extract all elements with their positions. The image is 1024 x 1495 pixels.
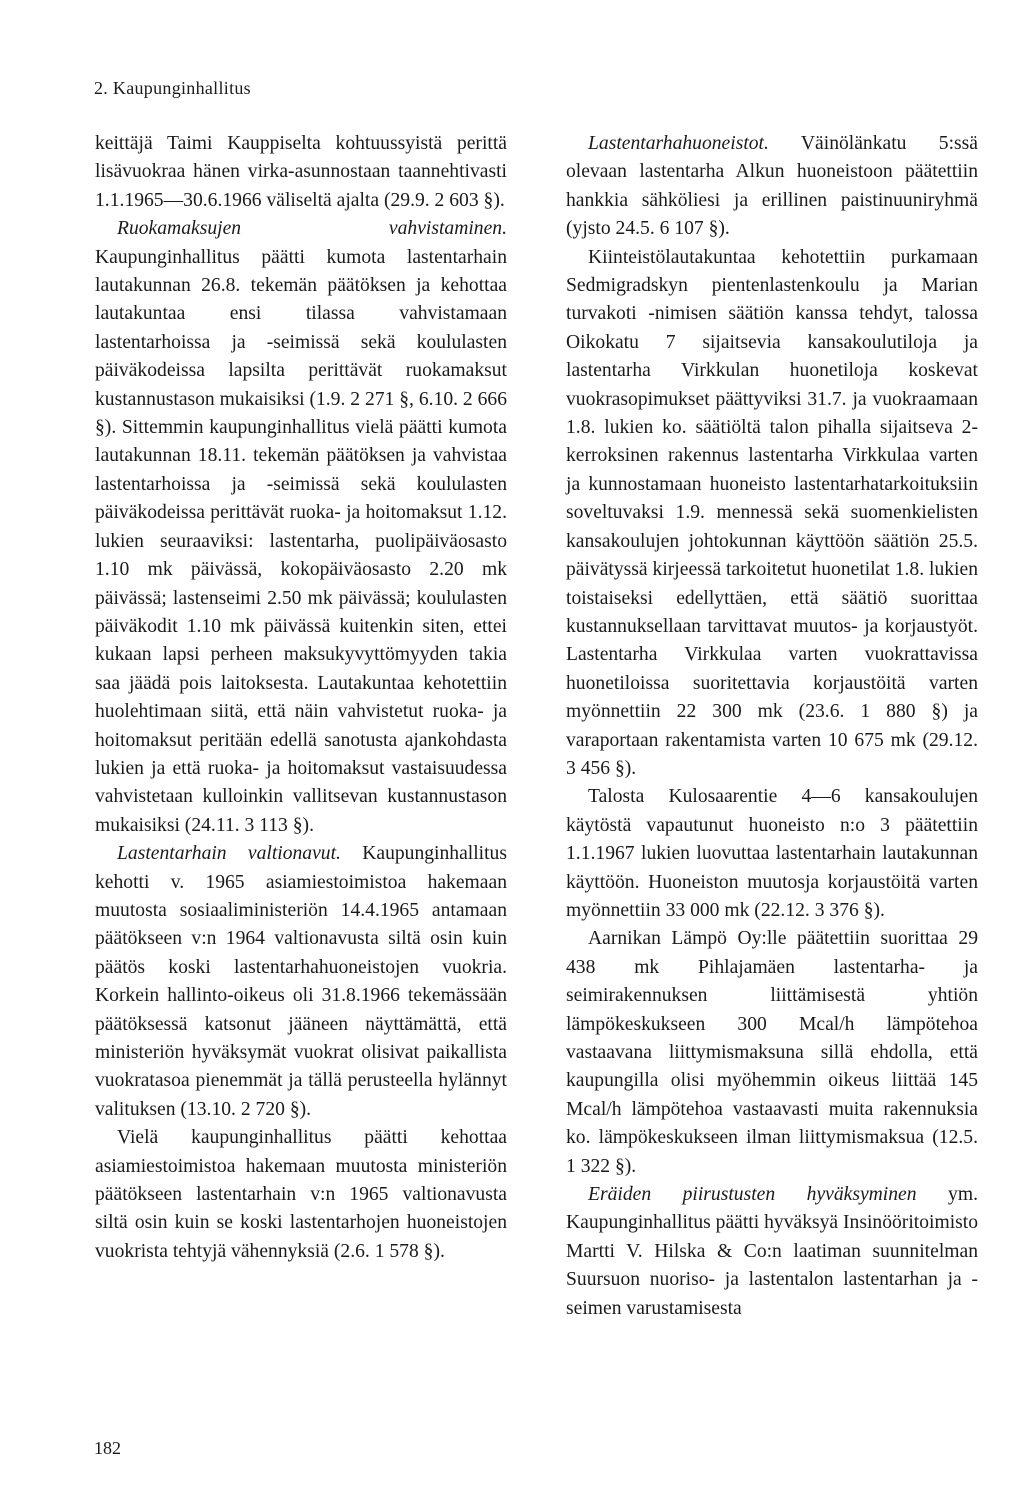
paragraph <box>566 244 978 784</box>
paragraph <box>566 925 978 1181</box>
paragraph-text: Talosta Kulosaarentie 4—6 kansakoulujen käytöstä vapautunut huoneisto n:o 3 päätettiin 1.1.1967 lukien luovuttaa lastentarhain lautakunnan käyttöön. Huoneiston muutosja korjaustöitä varten myönnettiin 33 000 mk (22.12. 3 376 §). <box>566 786 978 921</box>
paragraph-text: Väinölänkatu 5:ssä olevaan lastentarha Alkun huoneistoon päätettiin hankkia sähköliesi ja erillinen paistinuuniryhmä (yjsto 24.5. 6 107 §). <box>566 133 978 240</box>
paragraph <box>566 1181 978 1323</box>
section-heading: Lastentarhain valtionavut. <box>117 843 341 865</box>
left-column <box>95 130 507 1266</box>
running-head: 2. Kaupunginhallitus <box>94 78 251 98</box>
paragraph <box>566 130 978 244</box>
paragraph-text: keittäjä Taimi Kauppiselta kohtuussyistä perittä lisävuokraa hänen virka-asunnostaan taannehtivasti 1.1.1965—30.6.1966 väliseltä ajalta (29.9. 2 603 §). <box>95 133 507 211</box>
section-heading: Ruokamaksujen vahvistaminen. <box>117 218 507 240</box>
paragraph <box>95 1124 507 1266</box>
page-number: 182 <box>94 1438 121 1458</box>
paragraph-text: Kaupunginhallitus päätti kumota lastentarhain lautakunnan 26.8. tekemän päätöksen ja kehottaa lautakuntaa ensi tilassa vahvistamaan lastentarhoissa ja -seimissä sekä koululasten päiväkodeissa lapsilta perittävät ruokamaksut kustannustason mukaisiksi (1.9. 2 271 §, 6.10. 2 666 §). Sittemmin kaupunginhallitus vielä päätti kumota lautakunnan 18.11. tekemän päätöksen ja vahvistaa lastentarhoissa ja -seimissä sekä koululasten päiväkodeissa perittävät ruoka- ja hoitomaksut 1.12. lukien seuraaviksi: lastentarha, puolipäiväosasto 1.10 mk päivässä, kokopäiväosasto 2.20 mk päivässä; lastenseimi 2.50 mk päivässä; koululasten päiväkodit 1.10 mk päivässä kuitenkin siten, ettei kukaan lapsi perheen maksukyvyttömyyden takia saa jäädä pois laitoksesta. Lautakuntaa kehotettiin huolehtimaan siitä, että näin vahvistetut ruoka- ja hoitomaksut peritään edellä sanotusta ajankohdasta lukien ja että ruoka- ja hoitomaksut vastaisuudessa vahvistetaan kulloinkin vallitsevan kustannustason mukaisiksi (24.11. 3 113 §). <box>95 246 508 836</box>
section-heading: Eräiden piirustusten hyväksyminen <box>588 1184 917 1206</box>
paragraph-text: ym. Kaupunginhallitus päätti hyväksyä Insinööritoimisto Martti V. Hilska & Co:n laatiman suunnitelman Suursuon nuoriso- ja lastentalon lastentarhan ja -seimen varustamisesta <box>566 1184 978 1319</box>
paragraph <box>95 840 507 1124</box>
right-column <box>566 130 978 1323</box>
paragraph-text: Vielä kaupunginhallitus päätti kehottaa asiamiestoimistoa hakemaan muutosta ministeriön päätökseen lastentarhain v:n 1965 valtionavusta siltä osin kuin se koski lastentarhojen huoneistojen vuokrista tehtyjä vähennyksiä (2.6. 1 578 §). <box>95 1127 507 1262</box>
paragraph <box>95 130 507 215</box>
paragraph <box>95 215 507 840</box>
paragraph <box>566 783 978 925</box>
paragraph-text: Kiinteistölautakuntaa kehotettiin purkamaan Sedmigradskyn pientenlastenkoulu ja Marian turvakoti -nimisen säätiön kanssa tehdyt, talossa Oikokatu 7 sijaitsevia kansakoulutiloja ja lastentarha Virkkulan huonetiloja koskevat vuokrasopimukset päättyviksi 31.7. ja vuokraamaan 1.8. lukien ko. säätiöltä talon pihalla sijaitseva 2-kerroksinen rakennus lastentarha Virkkulaa varten ja kunnostamaan huoneisto lastentarhatarkoituksiin soveltuvaksi 1.9. mennessä sekä suomenkielisten kansakoulujen johtokunnan käyttöön säätiön 25.5. päivätyssä kirjeessä tarkoitetut huonetilat 1.8. lukien toistaiseksi edellyttäen, että säätiö suorittaa kustannuksellaan tarvittavat muutos- ja korjaustyöt. Lastentarha Virkkulaa varten vuokrattavissa huonetiloissa suoritettavia korjaustöitä varten myönnettiin 22 300 mk (23.6. 1 880 §) ja varaportaan rakentamista varten 10 675 mk (29.12. 3 456 §). <box>566 246 978 779</box>
section-heading: Lastentarhahuoneistot. <box>588 133 769 154</box>
paragraph-text: Kaupunginhallitus kehotti v. 1965 asiamiestoimistoa hakemaan muutosta sosiaaliministeriön 14.4.1965 antamaan päätökseen v:n 1964 valtionavusta siltä osin kuin päätös koski lastentarhahuoneistojen vuokria. Korkein hallinto-oikeus oli 31.8.1966 tekemässään päätöksessä katsonut jääneen näyttämättä, että ministeriön hyväksymät vuokrat olisivat paikallista vuokratasoa pienemmät ja tällä perusteella hylännyt valituksen (13.10. 2 720 §). <box>95 843 507 1120</box>
paragraph-text: Aarnikan Lämpö Oy:lle päätettiin suorittaa 29 438 mk Pihlajamäen lastentarha- ja seimirakennuksen liittämisestä yhtiön lämpökeskukseen 300 Mcal/h lämpötehoa vastaavana liittymismaksuna sillä ehdolla, että kaupungilla olisi myöhemmin oikeus liittää 145 Mcal/h lämpötehoa vastaavasti muita rakennuksia ko. lämpökeskukseen ilman liittymismaksua (12.5. 1 322 §). <box>566 928 978 1177</box>
